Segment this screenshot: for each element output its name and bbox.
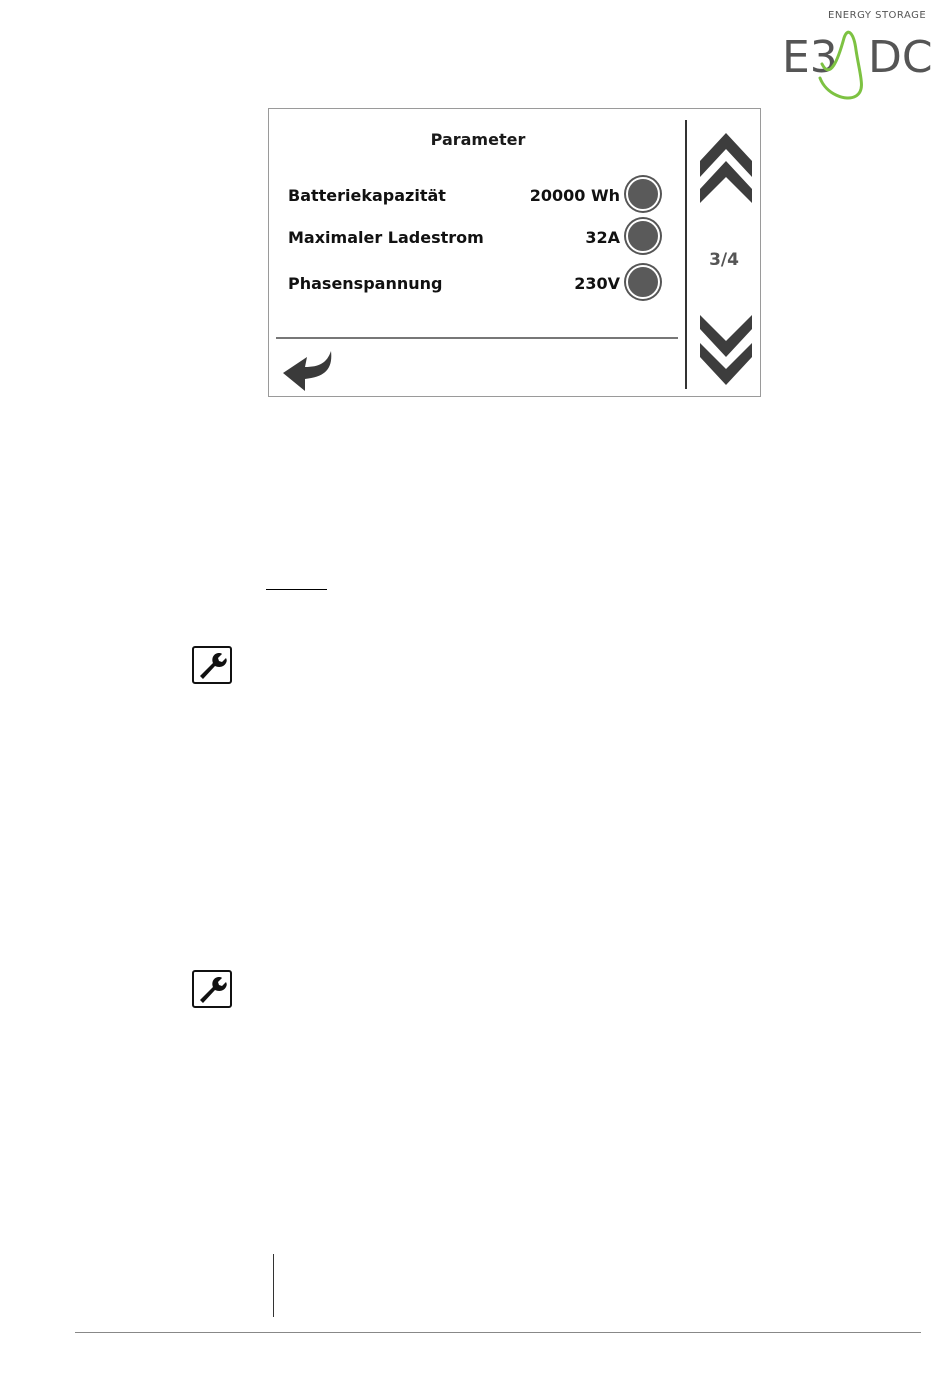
logo-tagline: ENERGY STORAGE bbox=[828, 10, 927, 21]
footer-vertical-rule bbox=[273, 1254, 274, 1317]
wrench-icon bbox=[192, 970, 232, 1008]
param-row-max-charge-current bbox=[288, 228, 688, 264]
logo-brand-left: E3 bbox=[782, 32, 838, 83]
footer-horizontal-rule bbox=[75, 1332, 921, 1333]
parameter-display-panel bbox=[268, 108, 761, 397]
logo-mark bbox=[782, 20, 933, 94]
logo-brand-right: DC bbox=[868, 32, 933, 83]
back-arrow-icon bbox=[281, 347, 335, 395]
horizontal-divider bbox=[276, 337, 678, 339]
company-logo bbox=[782, 10, 933, 94]
page-up-button[interactable] bbox=[698, 131, 754, 205]
param-label: Batteriekapazität bbox=[288, 186, 446, 205]
edit-phase-voltage-button[interactable] bbox=[626, 265, 660, 299]
param-label: Phasenspannung bbox=[288, 274, 443, 293]
param-value: 230V bbox=[574, 274, 620, 293]
edit-max-charge-current-button[interactable] bbox=[626, 219, 660, 253]
param-label: Maximaler Ladestrom bbox=[288, 228, 484, 247]
param-value: 20000 Wh bbox=[529, 186, 620, 205]
double-chevron-up-icon bbox=[698, 131, 754, 205]
wrench-icon bbox=[192, 646, 232, 684]
page-indicator: 3/4 bbox=[709, 250, 739, 270]
edit-battery-capacity-button[interactable] bbox=[626, 177, 660, 211]
page-down-button[interactable] bbox=[698, 313, 754, 387]
param-value: 32A bbox=[585, 228, 620, 247]
param-row-battery-capacity bbox=[288, 186, 688, 222]
param-row-phase-voltage bbox=[288, 274, 688, 310]
panel-title: Parameter bbox=[430, 130, 526, 149]
back-button[interactable] bbox=[281, 347, 335, 395]
text-underline bbox=[266, 589, 327, 590]
double-chevron-down-icon bbox=[698, 313, 754, 387]
